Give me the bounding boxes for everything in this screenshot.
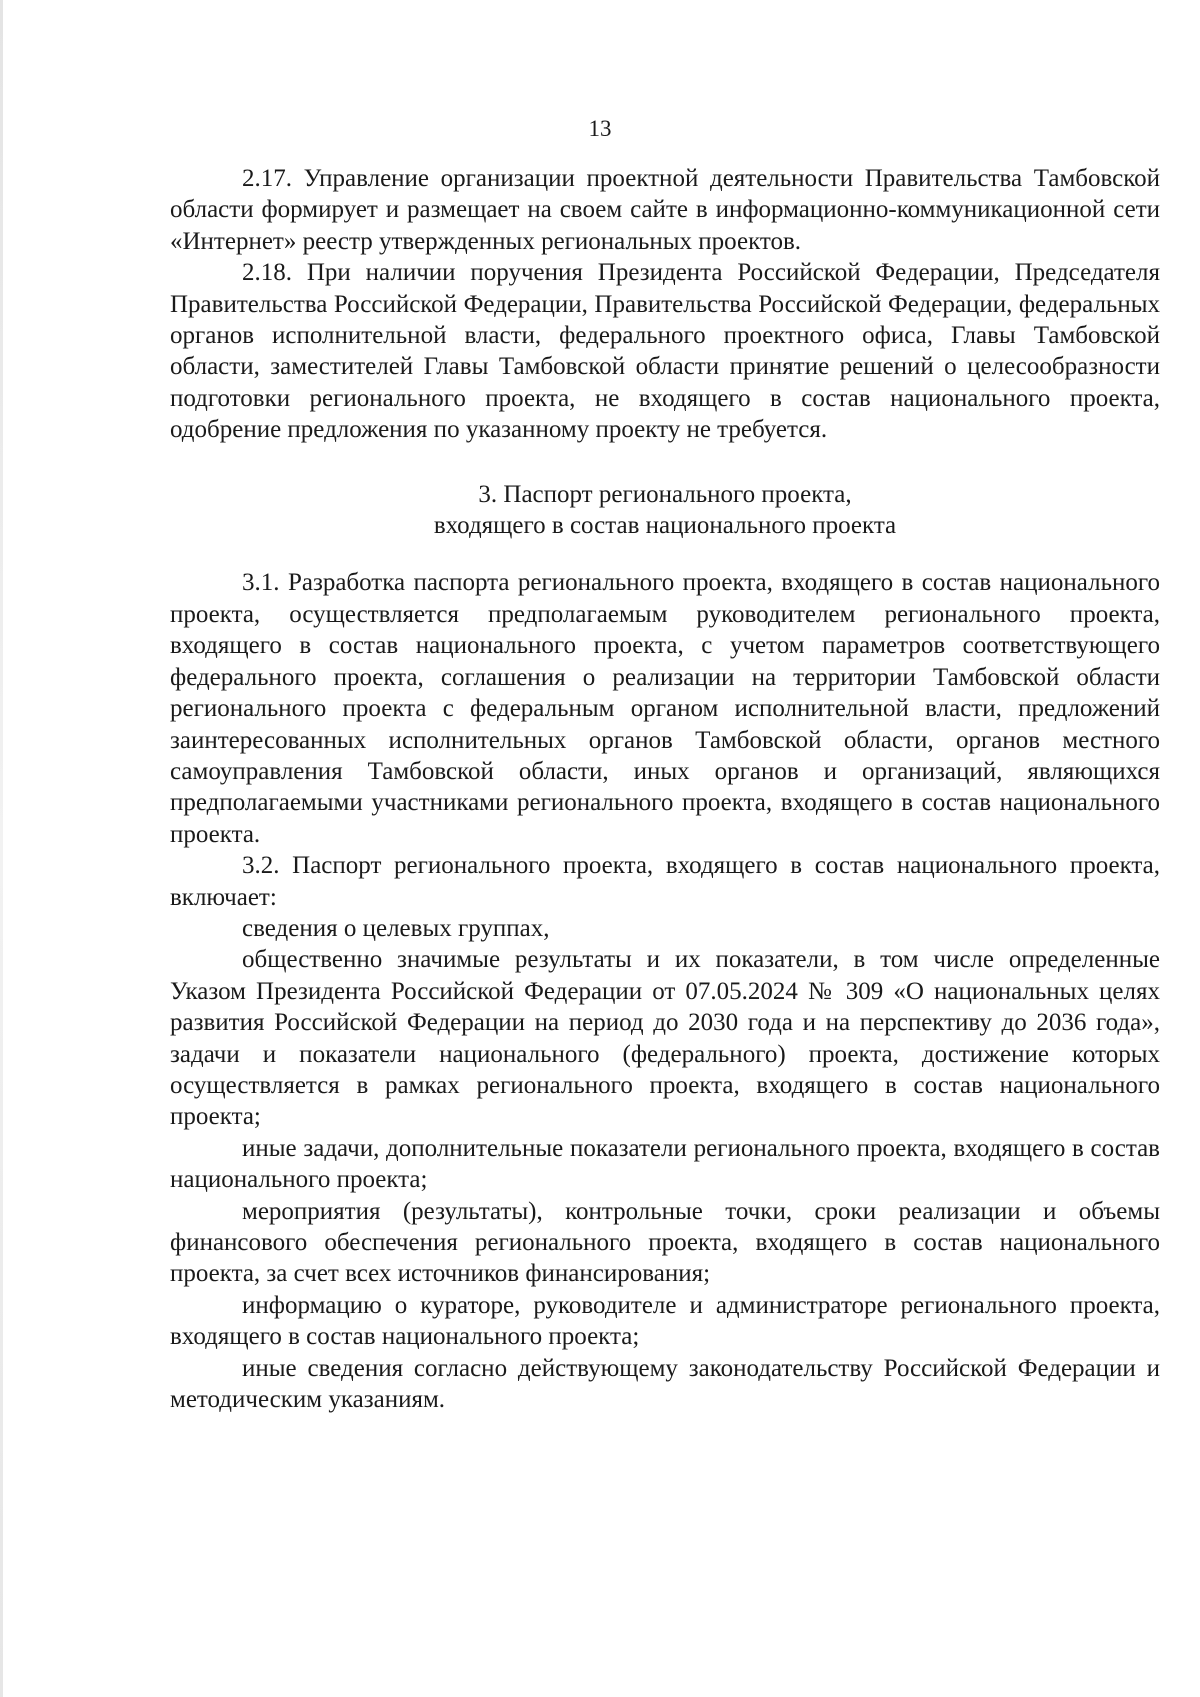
list-item-target-groups: сведения о целевых группах, bbox=[242, 914, 550, 942]
list-item-other-info: иные сведения согласно действующему законодательству Российской Федерации и методическим указаниям. bbox=[170, 1354, 1160, 1414]
list-item-results-indicators: общественно значимые результаты и их показатели, в том числе определенные Указом Президента Российской Федерации от 07.05.2024 № 309 «О национальных целях развития Российской Федерации на период до 2030 года и на перспективу до 2036 года», задачи и показатели национального (федерального) проекта, достижение которых осуществляется в рамках регионального проекта, входящего в состав национального проекта; bbox=[170, 946, 1160, 1131]
scan-edge-shadow bbox=[0, 0, 3, 1697]
list-item-curator-info: информацию о кураторе, руководителе и администраторе регионального проекта, входящего в состав национального проекта; bbox=[170, 1291, 1160, 1351]
document-body bbox=[170, 163, 1160, 1415]
section-heading-line-2: входящего в состав национального проекта bbox=[433, 512, 897, 540]
list-item-activities: мероприятия (результаты), контрольные точки, сроки реализации и объемы финансового обеспечения регионального проекта, входящего в состав национального проекта, за счет всех источников финансирования; bbox=[170, 1197, 1160, 1288]
paragraph-3-1: 3.1. Разработка паспорта регионального проекта, входящего в состав национального проекта, осуществляется предполагаемым руководителем регионального проекта, входящего в состав национального проекта, с учетом параметров соответствующего федерального проекта, соглашения о реализации на территории Тамбовской области регионального проекта с федеральным органом исполнительной власти, предложений заинтересованных исполнительных органов Тамбовской области, органов местного самоуправления Тамбовской области, иных органов и организаций, являющихся предполагаемыми участниками регионального проекта, входящего в состав национального проекта. bbox=[170, 569, 1160, 848]
section-heading-line-1: 3. Паспорт регионального проекта, bbox=[478, 480, 852, 508]
list-item-other-tasks: иные задачи, дополнительные показатели регионального проекта, входящего в состав национального проекта; bbox=[170, 1134, 1160, 1194]
paragraph-2-17: 2.17. Управление организации проектной деятельности Правительства Тамбовской области формирует и размещает на своем сайте в информационно-коммуникационной сети «Интернет» реестр утвержденных региональных проектов. bbox=[170, 165, 1160, 255]
paragraph-2-18: 2.18. При наличии поручения Президента Российской Федерации, Председателя Правительства Российской Федерации, Правительства Российской Федерации, федеральных органов исполнительной власти, федерального проектного офиса, Главы Тамбовской области, заместителей Главы Тамбовской области принятие решений о целесообразности подготовки регионального проекта, не входящего в состав национального проекта, одобрение предложения по указанному проекту не требуется. bbox=[170, 259, 1160, 444]
section-heading bbox=[170, 479, 1160, 542]
paragraph-3-2: 3.2. Паспорт регионального проекта, входящего в состав национального проекта, включает: bbox=[170, 852, 1160, 911]
page-number: 13 bbox=[588, 116, 612, 141]
